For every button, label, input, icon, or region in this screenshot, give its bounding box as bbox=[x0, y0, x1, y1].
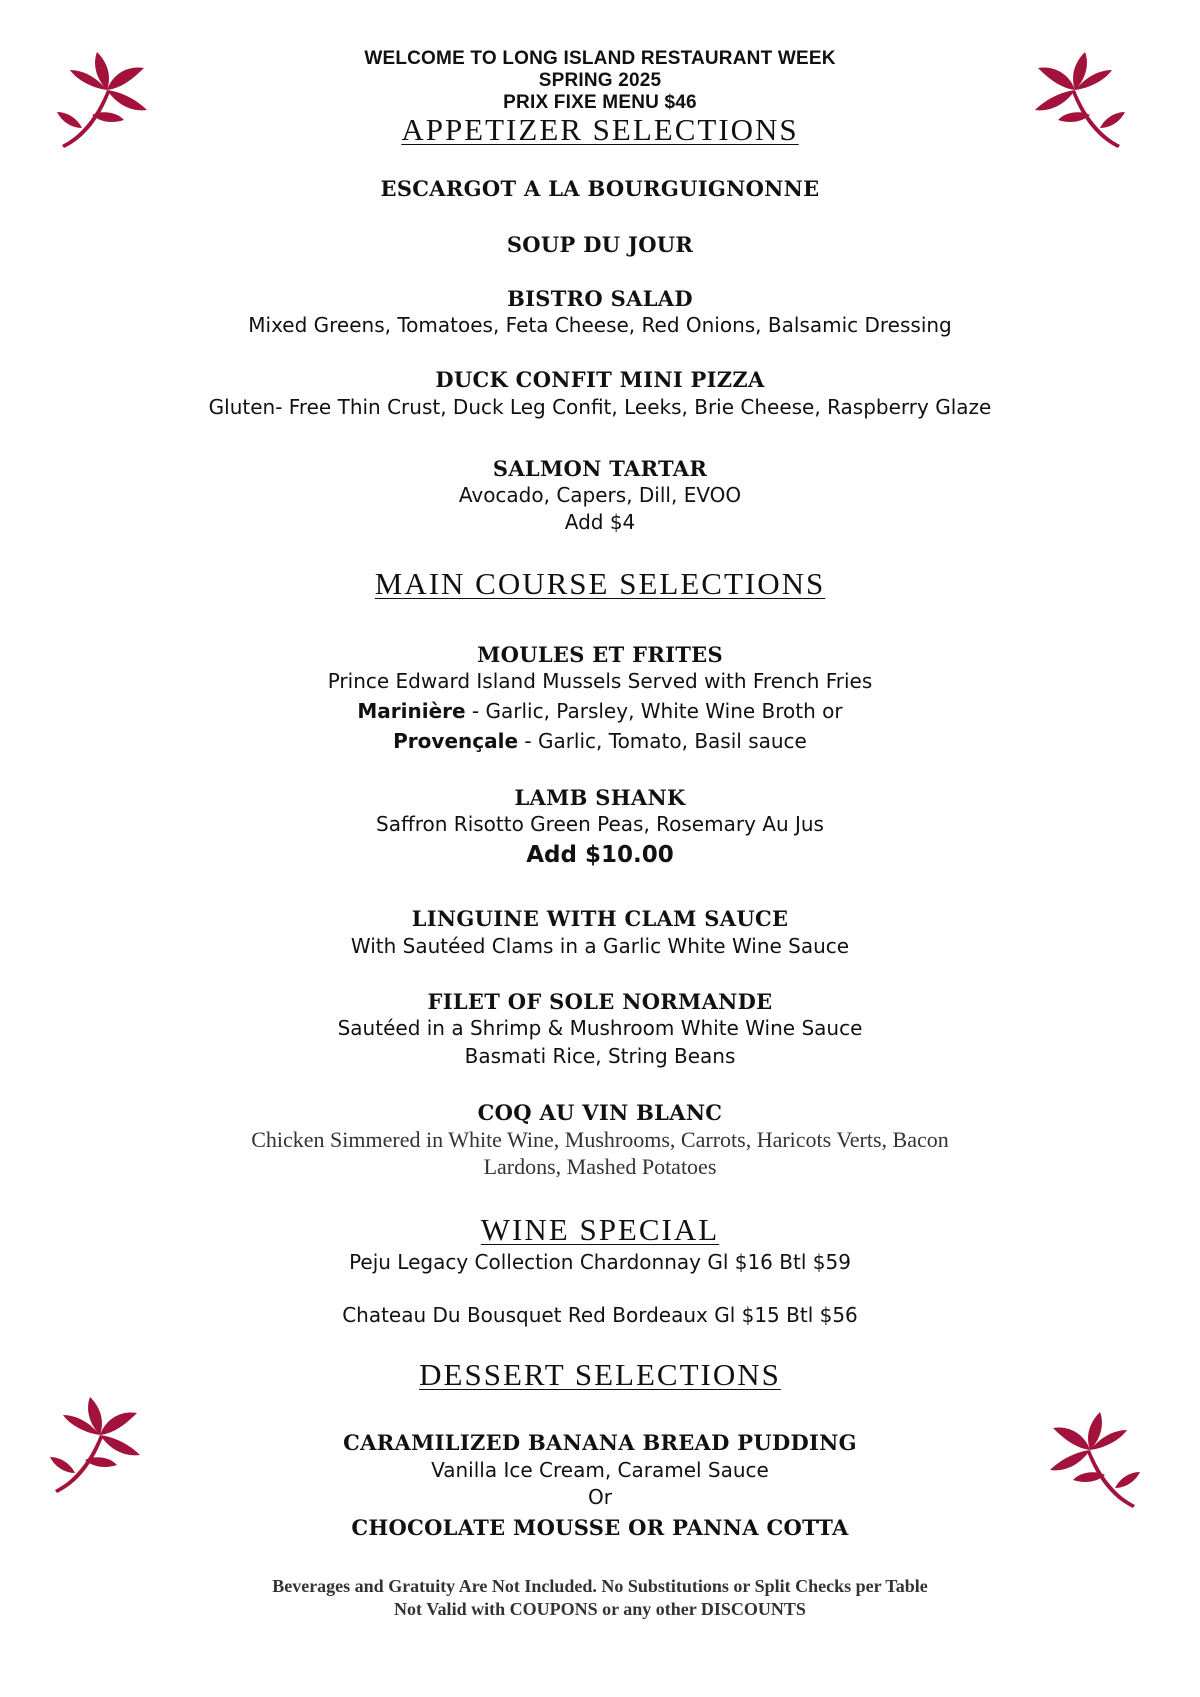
dish-name: BISTRO SALAD bbox=[507, 286, 693, 311]
dish-description: Chicken Simmered in White Wine, Mushrooms, Carrots, Haricots Verts, Bacon bbox=[251, 1127, 949, 1152]
section-title-wine: WINE SPECIAL bbox=[480, 1212, 720, 1247]
dish-name: MOULES ET FRITES bbox=[477, 642, 723, 667]
dish-name: COQ AU VIN BLANC bbox=[477, 1100, 723, 1125]
dish-name: CARAMILIZED BANANA BREAD PUDDING bbox=[343, 1430, 857, 1455]
dish-description: Avocado, Capers, Dill, EVOO bbox=[458, 483, 742, 507]
dish-option bbox=[0, 699, 1200, 723]
dish-description: Mixed Greens, Tomatoes, Feta Cheese, Red Onions, Balsamic Dressing bbox=[248, 313, 952, 337]
option-label: Provençale bbox=[393, 729, 519, 753]
section-title-mains: MAIN COURSE SELECTIONS bbox=[374, 566, 826, 601]
dish-description: Lardons, Mashed Potatoes bbox=[483, 1154, 717, 1179]
dessert-or: Or bbox=[588, 1485, 612, 1509]
footer-note: Not Valid with COUPONS or any other DISCOUNTS bbox=[394, 1599, 806, 1619]
dish-description: Prince Edward Island Mussels Served with French Fries bbox=[327, 669, 873, 693]
option-label: Marinière bbox=[357, 699, 466, 723]
dish-name: LINGUINE WITH CLAM SAUCE bbox=[411, 906, 789, 931]
dish-name: SALMON TARTAR bbox=[492, 456, 708, 481]
dish-description: Sautéed in a Shrimp & Mushroom White Wine Sauce bbox=[337, 1016, 863, 1040]
dish-description: With Sautéed Clams in a Garlic White Wine Sauce bbox=[350, 934, 850, 958]
dish-name: ESCARGOT A LA BOURGUIGNONNE bbox=[380, 176, 820, 201]
dish-name: FILET OF SOLE NORMANDE bbox=[427, 989, 773, 1014]
footer-note: Beverages and Gratuity Are Not Included. No Substitutions or Split Checks per Table bbox=[272, 1576, 928, 1596]
dish-option bbox=[0, 729, 1200, 753]
option-description: - Garlic, Tomato, Basil sauce bbox=[518, 729, 807, 753]
header-line-season: SPRING 2025 bbox=[538, 70, 662, 91]
section-title-desserts: DESSERT SELECTIONS bbox=[419, 1357, 781, 1392]
dish-name: DUCK CONFIT MINI PIZZA bbox=[435, 367, 765, 392]
dish-name: LAMB SHANK bbox=[514, 785, 686, 810]
dish-name: CHOCOLATE MOUSSE OR PANNA COTTA bbox=[351, 1515, 849, 1540]
wine-item: Chateau Du Bousquet Red Bordeaux Gl $15 Btl $56 bbox=[342, 1303, 858, 1327]
dish-description: Vanilla Ice Cream, Caramel Sauce bbox=[431, 1458, 769, 1482]
dish-surcharge: Add $4 bbox=[564, 510, 636, 534]
dish-description: Basmati Rice, String Beans bbox=[464, 1044, 736, 1068]
dish-description: Saffron Risotto Green Peas, Rosemary Au Jus bbox=[376, 812, 824, 836]
dish-surcharge: Add $10.00 bbox=[526, 842, 674, 868]
header-line-price: PRIX FIXE MENU $46 bbox=[503, 92, 697, 113]
option-description: - Garlic, Parsley, White Wine Broth or bbox=[465, 699, 843, 723]
wine-item: Peju Legacy Collection Chardonnay Gl $16 Btl $59 bbox=[349, 1250, 851, 1274]
section-title-appetizers: APPETIZER SELECTIONS bbox=[401, 112, 799, 147]
dish-description: Gluten- Free Thin Crust, Duck Leg Confit, Leeks, Brie Cheese, Raspberry Glaze bbox=[208, 395, 992, 419]
header-line-event: WELCOME TO LONG ISLAND RESTAURANT WEEK bbox=[364, 48, 836, 69]
dish-name: SOUP DU JOUR bbox=[506, 232, 694, 257]
